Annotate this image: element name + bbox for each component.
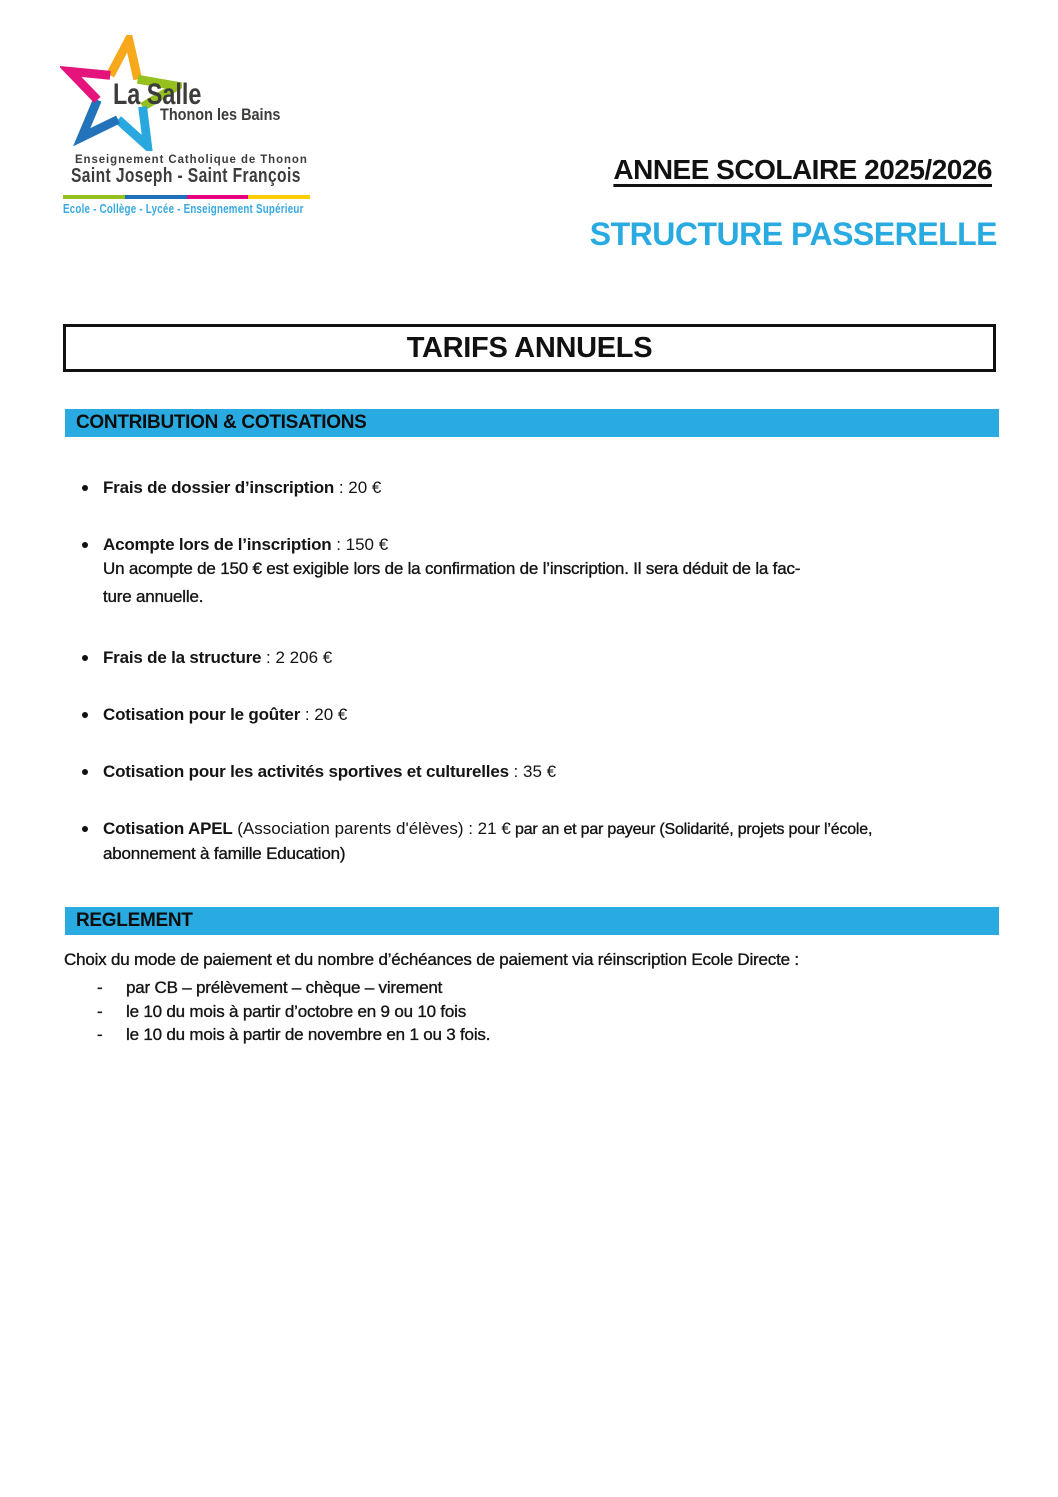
- fee-note-line: Un acompte de 150 € est exigible lors de la confirmation de l’inscription. Il sera déduit de la fac-: [103, 559, 801, 578]
- payment-option-text: le 10 du mois à partir de novembre en 1 ou 3 fois.: [126, 1025, 491, 1044]
- fee-item: [103, 819, 1013, 868]
- payment-option: [97, 1023, 490, 1047]
- color-bar-magenta-segment: [187, 195, 249, 199]
- fee-note-line: ture annuelle.: [103, 587, 204, 606]
- fee-note-line: abonnement à famille Education): [103, 844, 346, 863]
- fee-note: [103, 555, 1013, 611]
- fee-label: Frais de la structure: [103, 648, 262, 667]
- fee-value: : 2 206 €: [261, 648, 333, 667]
- dash-bullet: -: [97, 1025, 103, 1044]
- payment-option: [97, 976, 490, 1000]
- fee-item: [103, 478, 1013, 498]
- fee-value: : 20 €: [300, 705, 348, 724]
- fee-value: (Association parents d'élèves) : 21 €: [232, 819, 511, 838]
- tarifs-title-box: [63, 324, 996, 372]
- fee-label: Cotisation APEL: [103, 819, 233, 838]
- reglement-intro: Choix du mode de paiement et du nombre d’échéances de paiement via réinscription Ecole Directe :: [64, 950, 799, 969]
- fee-label: Cotisation pour le goûter: [103, 705, 301, 724]
- color-bar-blue-segment: [125, 195, 187, 199]
- fee-value: : 150 €: [331, 535, 389, 554]
- logo-schools-line: Saint Joseph - Saint François: [71, 165, 301, 187]
- logo-enseignement-line: Enseignement Catholique de Thonon: [75, 152, 308, 166]
- fee-suffix: par an et par payeur (Solidarité, projets pour l’école,: [510, 821, 873, 838]
- tarifs-title: TARIFS ANNUELS: [406, 331, 653, 364]
- fee-label: Acompte lors de l’inscription: [103, 535, 332, 554]
- fee-value: : 35 €: [508, 762, 557, 781]
- logo-color-bar: [63, 195, 310, 199]
- school-year-title: ANNEE SCOLAIRE 2025/2026: [613, 154, 992, 185]
- fee-item: [103, 648, 1013, 668]
- logo-levels-line: Ecole - Collège - Lycée - Enseignement Supérieur: [63, 202, 304, 216]
- payment-option: [97, 1000, 490, 1024]
- fee-item: [103, 705, 1013, 725]
- color-bar-green-segment: [63, 195, 125, 199]
- reglement-list: [97, 976, 490, 1047]
- school-logo: [60, 35, 320, 225]
- fee-item: [103, 535, 1013, 611]
- payment-option-text: par CB – prélèvement – chèque – virement: [126, 978, 443, 997]
- section-reglement-header: REGLEMENT: [65, 907, 999, 935]
- fee-item: [103, 762, 1013, 782]
- fee-value: : 20 €: [334, 478, 382, 497]
- color-bar-yellow-segment: [248, 195, 310, 199]
- logo-city: Thonon les Bains: [160, 105, 281, 124]
- payment-option-text: le 10 du mois à partir d’octobre en 9 ou 10 fois: [126, 1001, 467, 1021]
- fee-note: [103, 840, 1013, 868]
- fee-label: Cotisation pour les activités sportives et culturelles: [103, 762, 509, 781]
- dash-bullet: -: [97, 978, 103, 997]
- contribution-list: [103, 470, 1013, 905]
- structure-title: STRUCTURE PASSERELLE: [589, 216, 997, 252]
- section-contribution-header: CONTRIBUTION & COTISATIONS: [65, 409, 999, 437]
- fee-label: Frais de dossier d’inscription: [103, 478, 335, 497]
- dash-bullet: -: [97, 1001, 103, 1021]
- logo-name: La Salle: [113, 78, 202, 111]
